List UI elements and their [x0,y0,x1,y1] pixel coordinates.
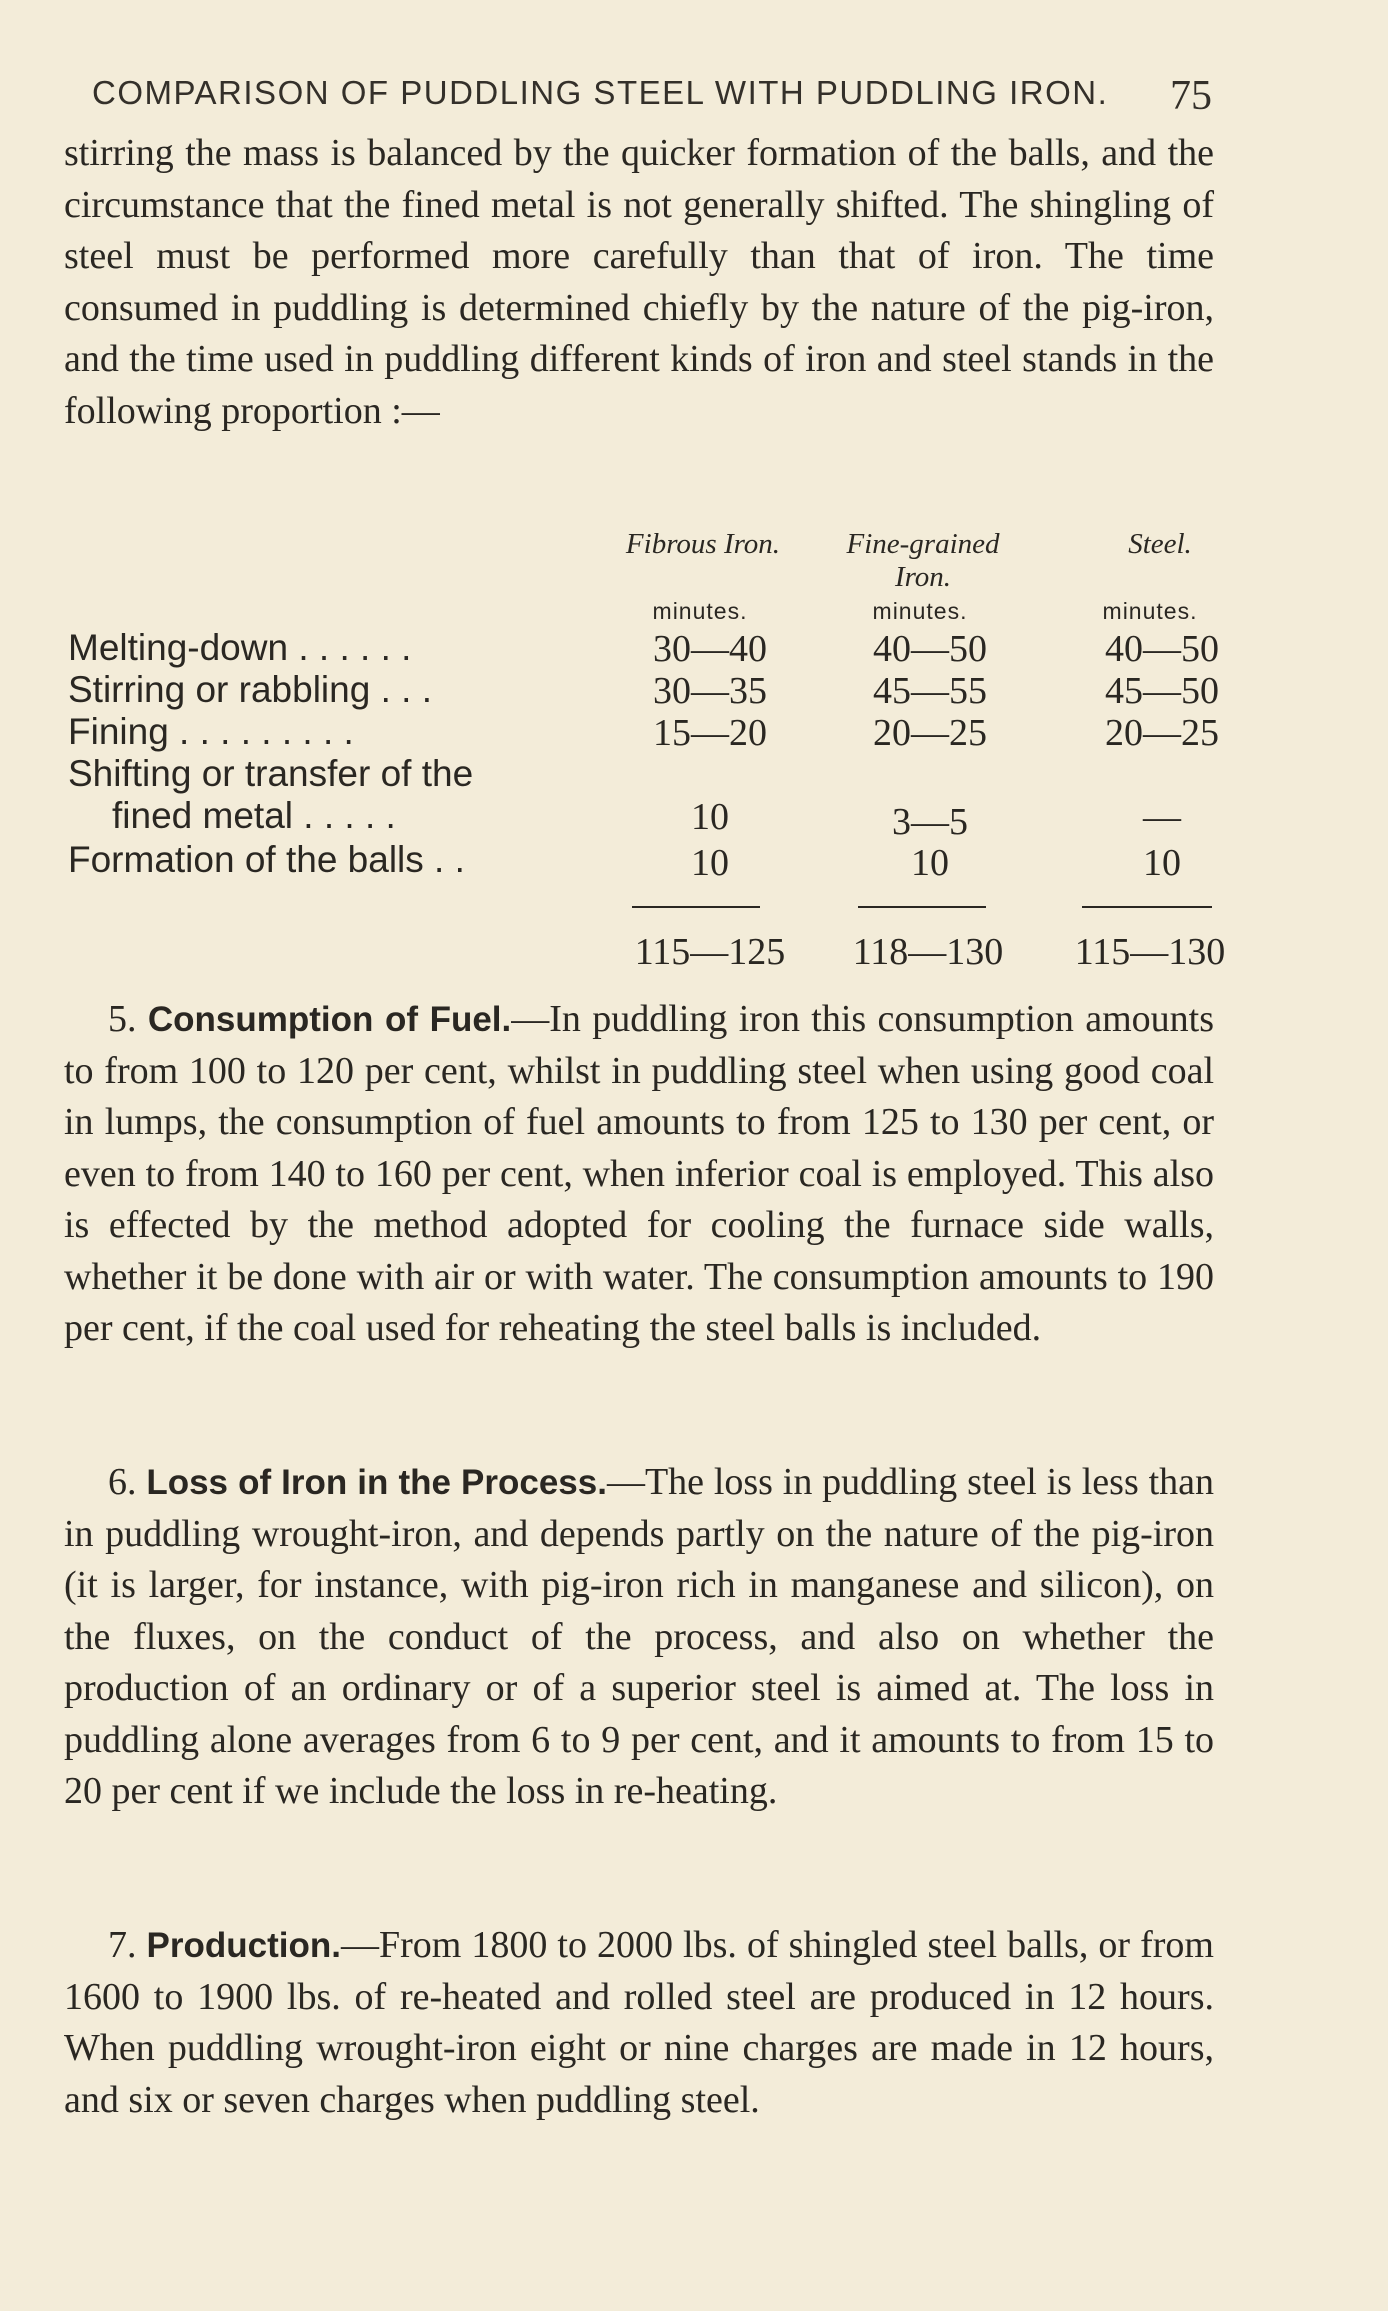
running-header [92,73,1212,119]
total-cell: 115—125 [634,931,786,973]
table-cell: 15—20 [653,712,767,754]
section-text: —From 1800 to 2000 lbs. of shingled steel balls, or from 1600 to 1900 lbs. of re-heated and rolled steel are produced in 12 hours. When puddling wrought-iron eight or nine charges are made in 12 hours, and six or seven charges when puddling steel. [64,1924,1214,2121]
sum-rule [1082,906,1212,908]
table-cell: 40—50 [1105,628,1219,670]
table-cell: 45—55 [873,670,987,712]
col-heading-fibrous-iron: Fibrous Iron. [625,528,781,560]
table-cell: 20—25 [1105,712,1219,754]
total-cell: 118—130 [852,931,1004,973]
sum-rule [858,906,986,908]
section-heading: Consumption of Fuel. [147,1000,512,1039]
section-loss-of-iron [64,1457,1214,1818]
row-label: Stirring or rabbling . . . [68,669,432,710]
section-number: 5. [108,998,137,1040]
table-cell: 40—50 [873,628,987,670]
col-unit-steel: minutes. [1102,598,1198,624]
col-unit-fine-grained: minutes. [872,598,968,624]
intro-paragraph: stirring the mass is balanced by the quicker formation of the balls, and the circumstance that the fined metal is not generally shifted. The shingling of steel must be performed more carefully than that of iron. The time consumed in puddling is determined chiefly by the nature of the pig-iron, and the time used in puddling different kinds of iron and steel stands in the following proportion :— [64,132,1214,432]
col-heading-fine-grained-iron: Fine-grained Iron. [846,528,1000,593]
table-cell: 10 [911,842,949,884]
col-unit-fibrous: minutes. [652,598,748,624]
section-consumption-of-fuel [64,994,1214,1355]
col-heading-steel: Steel. [1128,528,1192,560]
section-production [64,1920,1214,2126]
row-label: fined metal . . . . . [112,795,396,836]
table-cell: 30—35 [653,670,767,712]
table-cell: 30—40 [653,628,767,670]
section-number: 6. [108,1461,137,1503]
table-cell: 10 [691,842,729,884]
running-title: COMPARISON OF PUDDLING STEEL WITH PUDDLING IRON. [92,74,1109,111]
row-label: Fining . . . . . . . . . [68,711,354,752]
row-label: Formation of the balls . . [68,839,465,880]
section-text: —In puddling iron this consumption amounts to from 100 to 120 per cent, whilst in puddling steel when using good coal in lumps, the consumption of fuel amounts to from 125 to 130 per cent, or even to from 140 to 160 per cent, when inferior coal is employed. This also is effected by the method adopted for cooling the furnace side walls, whether it be done with air or with water. The consumption amounts to 190 per cent, if the coal used for reheating the steel balls is included. [64,998,1214,1349]
table-cell: 10 [1143,842,1181,884]
section-heading: Loss of Iron in the Process. [146,1463,607,1502]
page-number: 75 [1170,73,1212,119]
row-label: Shifting or transfer of the [68,753,474,794]
table-cell: 20—25 [873,712,987,754]
section-number: 7. [108,1924,137,1966]
total-cell: 115—130 [1074,931,1226,973]
row-label: Melting-down . . . . . . [68,627,412,668]
table-cell: 3—5 [892,801,968,843]
sum-rule [632,906,760,908]
table-cell: 10 [691,796,729,838]
table-cell: — [1143,796,1181,838]
section-heading: Production. [146,1926,341,1965]
table-cell: 45—50 [1105,670,1219,712]
section-text: —The loss in puddling steel is less than in puddling wrought-iron, and depends partly on the nature of the pig-iron (it is larger, for instance, with pig-iron rich in manganese and silicon), on the fluxes, on the conduct of the process, and also on whether the production of an ordinary or of a superior steel is aimed at. The loss in puddling alone averages from 6 to 9 per cent, and it amounts to from 15 to 20 per cent if we include the loss in re-heating. [64,1461,1214,1812]
